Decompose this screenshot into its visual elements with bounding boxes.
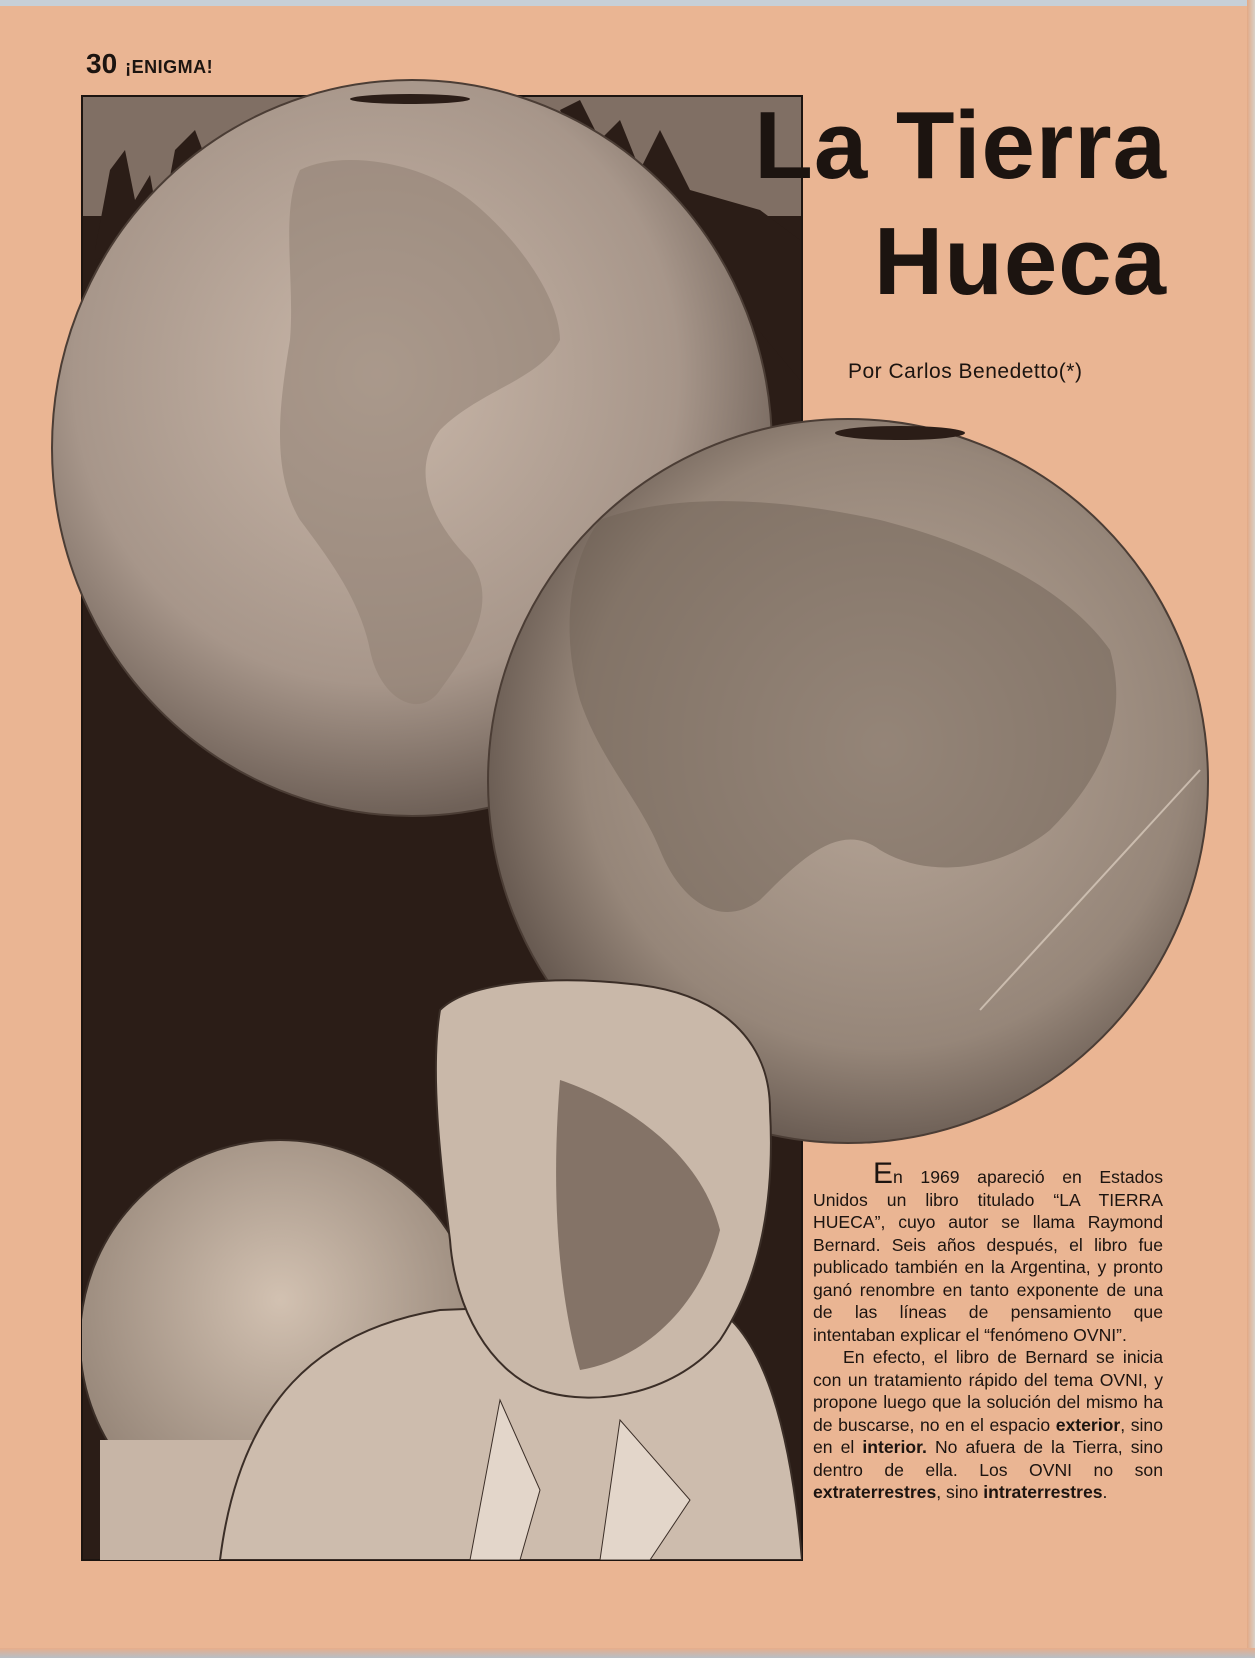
magazine-name: ¡ENIGMA! (125, 57, 214, 77)
emphasis-interior: interior. (862, 1437, 927, 1457)
paragraph-1 (813, 1157, 1163, 1346)
title-line-1: La Tierra (754, 92, 1167, 199)
drop-cap: E (873, 1157, 894, 1190)
paragraph-2 (813, 1346, 1163, 1504)
paragraph-2-text: No afuera de la Tierra, sino dentro de ella. Los OVNI no son (813, 1437, 1163, 1480)
paragraph-2-text: En efecto, el libro de Bernard se inicia con un tratamiento rápido del tema OVNI, y propone luego que la solución del mismo ha de buscarse, no en el espacio (813, 1347, 1163, 1435)
paragraph-2-text: . (1102, 1482, 1108, 1502)
page-number: 30 (86, 48, 118, 79)
paragraph-2-text: , sino en el (813, 1414, 1163, 1457)
article-body (813, 1157, 1163, 1504)
paragraph-1-text: n 1969 apareció en Estados Unidos un libro titulado “LA TIERRA HUECA”, cuyo autor se llama Raymond Bernard. Seis años después, el libro fue publicado también en la Argentina, y pronto ganó renombre en tanto exponente de una de las líneas de pensamiento que intentaban explicar el “fenómeno OVNI”. (813, 1167, 1163, 1345)
emphasis-exterior: exterior (1055, 1414, 1121, 1435)
title-line-2: Hueca (873, 208, 1167, 315)
emphasis-intraterrestres: intraterrestres (983, 1482, 1103, 1502)
byline: Por Carlos Benedetto(*) (848, 360, 1083, 383)
emphasis-extraterrestres: extraterrestres (813, 1482, 937, 1502)
paragraph-2-text: , sino (936, 1482, 984, 1502)
article-title (754, 92, 1167, 315)
